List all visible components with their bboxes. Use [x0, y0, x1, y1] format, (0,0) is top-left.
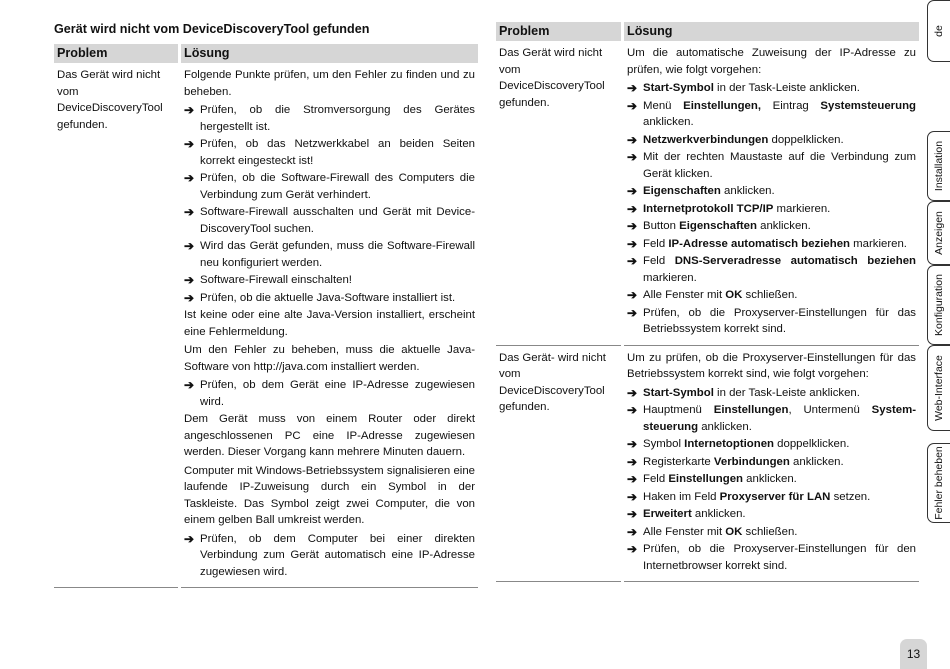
text-run: anklicken. — [698, 420, 752, 433]
text-run: Feld — [643, 473, 669, 485]
left-troubleshooting-table — [54, 44, 478, 588]
arrow-right-icon: ➔ — [627, 288, 638, 302]
step-item — [627, 98, 916, 131]
solution-header: Lösung — [180, 44, 479, 63]
text-run: anklicken. — [691, 508, 746, 520]
tab-anzeigen[interactable]: Anzeigen — [927, 201, 950, 265]
arrow-right-icon: ➔ — [627, 254, 638, 268]
ui-term: Internetoptionen — [684, 438, 775, 450]
problem-header: Problem — [496, 22, 623, 41]
step-item — [627, 385, 916, 402]
arrow-right-icon: ➔ — [627, 201, 638, 216]
step-item — [627, 132, 916, 149]
table-row — [54, 63, 478, 588]
ui-term: Systemsteuerung — [820, 99, 916, 112]
text-run: Alle Fenster mit — [643, 525, 726, 538]
text-run: , Untermenü — [788, 404, 872, 416]
arrow-right-icon: ➔ — [627, 454, 638, 469]
step-item: ➔ Wird das Gerät gefunden, muss die Software-Firewall neu konfiguriert werden. — [184, 239, 475, 269]
ui-term: Start-Symbol — [643, 82, 714, 94]
step-item — [627, 305, 916, 338]
text-run: Registerkarte — [643, 455, 714, 468]
ui-term: Erweitert — [643, 508, 692, 520]
text-run: markieren. — [643, 271, 697, 284]
arrow-right-icon: ➔ — [627, 524, 638, 539]
arrow-right-icon: ➔ — [184, 290, 195, 305]
text-run: anklicken. — [643, 116, 694, 128]
arrow-right-icon: ➔ — [627, 472, 638, 486]
text-run: Button — [643, 220, 680, 232]
step-item — [627, 201, 916, 218]
step-item: ➔ Prüfen, ob dem Gerät eine IP-Adresse zugewiesen wird. — [184, 378, 475, 408]
ui-term: Verbindungen — [713, 455, 790, 468]
arrow-right-icon: ➔ — [627, 236, 638, 251]
paragraph — [627, 45, 916, 78]
arrow-right-icon: ➔ — [627, 98, 638, 113]
step-item — [627, 402, 916, 435]
text-run: Prüfen, ob die Proxyserver-Einstellungen für das Betriebssystem korrekt sind. — [643, 306, 916, 335]
arrow-right-icon: ➔ — [184, 205, 195, 219]
text-run: Eintrag — [761, 99, 821, 112]
ui-term: Start-Symbol — [643, 386, 714, 399]
ui-term: OK — [725, 289, 743, 301]
paragraph: Um den Fehler zu beheben, muss die aktuelle Java-Software von http://java.com installiert werden. — [184, 344, 475, 373]
solution-cell — [623, 41, 920, 345]
text-run: Um zu prüfen, ob die Proxyserver-Einstellungen für das Betriebssystem korrekt sind, wie folgt vorgehen: — [627, 351, 916, 380]
arrow-right-icon: ➔ — [627, 132, 638, 147]
step-item — [627, 489, 916, 506]
ui-term: Einstellungen — [713, 404, 789, 416]
text-run: in der Task-Leiste anklicken. — [713, 386, 860, 399]
tab-de[interactable]: de — [927, 0, 950, 62]
table-row — [496, 345, 919, 582]
step-item: ➔ Software-Firewall ausschalten und Gerät mit Device-DiscoveryTool suchen. — [184, 205, 475, 235]
paragraph: Ist keine oder eine alte Java-Version installiert, erscheint eine Fehlermeldung. — [184, 309, 475, 338]
paragraph: Folgende Punkte prüfen, um den Fehler zu finden und zu beheben. — [184, 69, 475, 98]
solution-cell — [623, 345, 920, 582]
tab-fehler-beheben[interactable]: Fehler beheben — [927, 443, 950, 523]
arrow-right-icon: ➔ — [627, 305, 638, 320]
text-run: Symbol — [643, 438, 685, 450]
step-item — [627, 541, 916, 574]
ui-term: Eigenschaften — [679, 220, 757, 232]
arrow-right-icon: ➔ — [627, 403, 638, 417]
arrow-right-icon: ➔ — [627, 150, 638, 164]
tab-konfiguration[interactable]: Konfiguration — [927, 265, 950, 345]
arrow-right-icon: ➔ — [627, 489, 638, 504]
right-troubleshooting-table — [496, 22, 919, 582]
tab-web-interface[interactable]: Web-Interface — [927, 345, 950, 431]
step-item: ➔ Prüfen, ob die Stromversorgung des Gerätes hergestellt ist. — [184, 103, 475, 133]
arrow-right-icon: ➔ — [184, 171, 195, 185]
text-run: Hauptmenü — [643, 404, 714, 416]
ui-term: Proxyserver für LAN — [719, 490, 831, 503]
ui-term: IP-Adresse automatisch beziehen — [668, 237, 850, 250]
text-run: markieren. — [773, 202, 831, 215]
step-item — [627, 149, 916, 182]
step-item: ➔ Software-Firewall einschalten! — [184, 273, 352, 287]
text-run: setzen. — [830, 490, 871, 503]
step-item: ➔ Prüfen, ob das Netzwerkkabel an beiden Seiten korrekt eingesteckt ist! — [184, 137, 475, 167]
arrow-right-icon: ➔ — [184, 273, 195, 287]
arrow-right-icon: ➔ — [184, 531, 195, 546]
tab-installation[interactable]: Installation — [927, 131, 950, 201]
ui-term: Eigenschaften — [643, 185, 721, 197]
arrow-right-icon: ➔ — [184, 103, 195, 117]
step-item — [627, 287, 916, 304]
text-run: Menü — [643, 99, 684, 112]
step-item: ➔ Prüfen, ob die Software-Firewall des Computers die Verbindung zum Gerät verhindert. — [184, 171, 475, 201]
ui-term: OK — [725, 525, 743, 538]
solution-header: Lösung — [623, 22, 920, 41]
text-run: in der Task-Leiste anklicken. — [713, 82, 860, 94]
text-run: Prüfen, ob die Proxyserver-Einstellungen für den Internetbrowser korrekt sind. — [643, 543, 916, 572]
solution-cell — [180, 63, 479, 588]
text-run: Haken im Feld — [643, 490, 720, 503]
arrow-right-icon: ➔ — [627, 542, 638, 556]
chapter-tabs — [927, 0, 950, 669]
step-item — [627, 218, 916, 235]
arrow-right-icon: ➔ — [627, 219, 638, 233]
paragraph: Dem Gerät muss von einem Router oder direkt angeschlossenen PC eine IP-Adresse zugewiesen werden. Dieser Vorgang kann mehrere Minuten dauern. — [184, 413, 475, 458]
text-run: Alle Fenster mit — [643, 289, 726, 301]
text-run: anklicken. — [789, 455, 844, 468]
step-item — [627, 80, 916, 97]
step-item — [627, 436, 916, 453]
ui-term: Einstellungen — [668, 473, 744, 485]
text-run: schließen. — [742, 525, 798, 538]
step-item — [627, 236, 916, 253]
paragraph — [627, 350, 916, 383]
section-title: Gerät wird nicht vom DeviceDiscoveryTool gefunden — [54, 22, 370, 36]
text-run: anklicken. — [743, 473, 797, 485]
text-run: markieren. — [850, 237, 907, 250]
step-item — [627, 471, 916, 488]
step-item — [627, 183, 916, 200]
ui-term: System-steuerung — [643, 404, 916, 433]
arrow-right-icon: ➔ — [627, 385, 638, 400]
arrow-right-icon: ➔ — [184, 378, 195, 392]
text-run: doppelklicken. — [768, 133, 844, 146]
ui-term: Internetprotokoll TCP/IP — [643, 202, 774, 215]
text-run: anklicken. — [720, 185, 775, 197]
arrow-right-icon: ➔ — [627, 507, 638, 521]
arrow-right-icon: ➔ — [627, 437, 638, 451]
text-run: doppelklicken. — [774, 438, 850, 450]
arrow-right-icon: ➔ — [627, 184, 638, 198]
problem-cell: Das Gerät wird nicht vom DeviceDiscoveryTool gefunden. — [54, 63, 180, 588]
text-run: Um die automatische Zuweisung der IP-Adresse zu prüfen, wie folgt vorgehen: — [627, 47, 916, 76]
step-item — [627, 454, 916, 471]
problem-cell: Das Gerät- wird nicht vom DeviceDiscoveryTool gefunden. — [496, 345, 623, 582]
arrow-right-icon: ➔ — [184, 239, 195, 253]
step-item: ➔ Prüfen, ob die aktuelle Java-Software installiert ist. — [184, 290, 456, 305]
text-run: Feld — [643, 237, 669, 250]
step-item — [627, 506, 916, 523]
ui-term: Einstellungen, — [683, 99, 761, 112]
ui-term: Netzwerkverbindungen — [643, 133, 769, 146]
step-item — [627, 524, 916, 541]
text-run: schließen. — [742, 289, 798, 301]
table-row — [496, 41, 919, 345]
arrow-right-icon: ➔ — [627, 81, 638, 95]
page-number: 13 — [900, 639, 927, 669]
text-run: Feld — [643, 255, 675, 267]
arrow-right-icon: ➔ — [184, 137, 195, 151]
paragraph: Computer mit Windows-Betriebssystem signalisieren eine laufende IP-Zuweisung durch ein Symbol in der Taskleiste. Das Symbol zeigt zwei Computer, die von einem gelben Ball umkreist werden. — [184, 464, 475, 526]
step-item: ➔ Prüfen, ob dem Computer bei einer direkten Verbindung zum Gerät automatisch eine IP-Adresse zugewiesen wird. — [184, 531, 475, 578]
text-run: Mit der rechten Maustaste auf die Verbindung zum Gerät klicken. — [643, 151, 916, 180]
problem-header: Problem — [54, 44, 180, 63]
ui-term: DNS-Serveradresse automatisch beziehen — [674, 255, 916, 267]
problem-cell: Das Gerät wird nicht vom DeviceDiscoveryTool gefunden. — [496, 41, 623, 345]
step-item — [627, 253, 916, 286]
text-run: anklicken. — [756, 220, 811, 232]
